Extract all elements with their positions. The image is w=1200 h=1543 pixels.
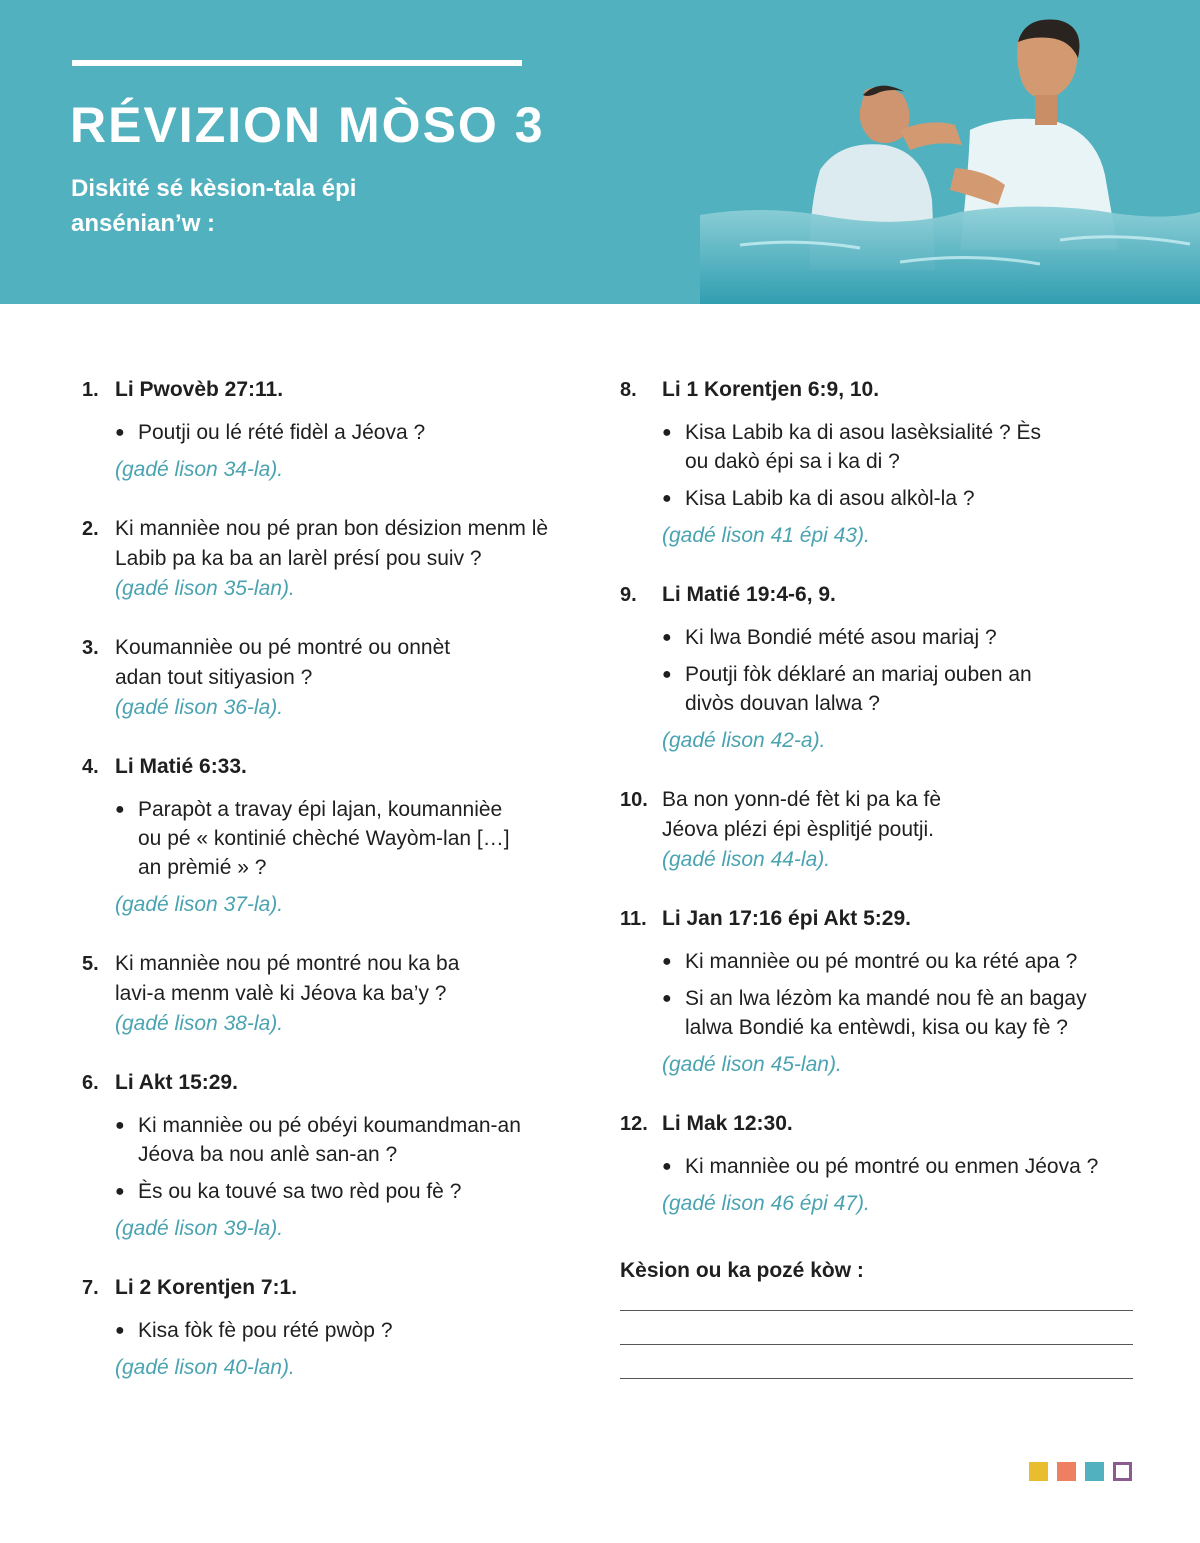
bullet-text: Ki mannièe ou pé obéyi koumandman-an Jéova ba nou anlè san-an ? xyxy=(138,1114,521,1166)
question-number: 9. xyxy=(620,584,637,606)
question-item xyxy=(82,752,562,920)
bullet-item xyxy=(662,984,1140,1042)
bullet-icon: ● xyxy=(115,801,125,818)
bullet-text: Kisa Labib ka di asou lasèksialité ? Ès ou dakò épi sa i ka di ? xyxy=(685,421,1042,473)
bullet-item xyxy=(115,418,562,447)
bullet-text: Si an lwa lézòm ka mandé nou fè an bagay lalwa Bondié ka entèwdi, kisa ou kay fè ? xyxy=(685,987,1087,1039)
purple-outline-square-icon xyxy=(1113,1462,1132,1481)
bullet-icon: ● xyxy=(662,490,672,507)
note-line[interactable] xyxy=(620,1344,1133,1345)
scripture-reference: Li 2 Korentjen 7:1. xyxy=(115,1276,298,1299)
question-number: 3. xyxy=(82,637,99,659)
scripture-reference: Li Mak 12:30. xyxy=(662,1112,793,1135)
bullet-item xyxy=(115,1316,562,1345)
question-item xyxy=(82,375,562,485)
bullet-list xyxy=(115,418,562,447)
question-number: 4. xyxy=(82,756,99,778)
bullet-icon: ● xyxy=(115,1322,125,1339)
lesson-reference: (gadé lison 37-la). xyxy=(115,893,284,916)
question-text: Koumannièe ou pé montré ou onnèt adan tout sitiyasion ? xyxy=(115,636,451,689)
page-subtitle: Diskité sé kèsion-tala épi ansénian’w : xyxy=(71,175,357,237)
bullet-item xyxy=(662,418,1055,476)
bullet-text: Ès ou ka touvé sa two rèd pou fè ? xyxy=(138,1180,462,1203)
bullet-icon: ● xyxy=(662,666,672,683)
question-number: 8. xyxy=(620,379,637,401)
bullet-item xyxy=(115,1177,562,1206)
question-number: 12. xyxy=(620,1113,648,1135)
bullet-icon: ● xyxy=(662,990,672,1007)
bullet-item xyxy=(115,795,528,882)
note-line[interactable] xyxy=(620,1378,1133,1379)
coral-square-icon xyxy=(1057,1462,1076,1481)
bullet-text: Poutji ou lé rété fidèl a Jéova ? xyxy=(138,421,426,444)
lesson-reference: (gadé lison 40-lan). xyxy=(115,1356,295,1379)
bullet-icon: ● xyxy=(662,629,672,646)
bullet-icon: ● xyxy=(662,424,672,441)
question-item xyxy=(620,580,1140,756)
question-item xyxy=(82,514,562,604)
bullet-item xyxy=(662,1152,1140,1181)
bullet-list xyxy=(662,1152,1140,1181)
note-line[interactable] xyxy=(620,1310,1133,1311)
bullet-list xyxy=(662,947,1140,1042)
page-header xyxy=(0,0,1200,304)
lesson-reference: (gadé lison 46 épi 47). xyxy=(662,1192,870,1215)
lesson-reference: (gadé lison 39-la). xyxy=(115,1217,284,1240)
page-title: RÉVIZION MÒSO 3 xyxy=(70,97,545,153)
question-number: 10. xyxy=(620,789,648,811)
bullet-icon: ● xyxy=(115,1183,125,1200)
yellow-square-icon xyxy=(1029,1462,1048,1481)
scripture-reference: Li 1 Korentjen 6:9, 10. xyxy=(662,378,880,401)
question-number: 5. xyxy=(82,953,99,975)
bullet-list xyxy=(662,418,1140,513)
question-number: 1. xyxy=(82,379,99,401)
question-text: Ki mannièe nou pé pran bon désizion menm lè Labib pa ka ba an larèl présí pou suiv ? xyxy=(115,517,549,570)
scripture-reference: Li Pwovèb 27:11. xyxy=(115,378,284,401)
color-squares xyxy=(1029,1462,1132,1481)
notes-label: Kèsion ou ka pozé kòw : xyxy=(620,1259,864,1282)
lesson-reference: (gadé lison 44-la). xyxy=(662,848,831,871)
bullet-icon: ● xyxy=(662,953,672,970)
bullet-icon: ● xyxy=(662,1158,672,1175)
questions-right-column xyxy=(620,375,1140,1248)
bullet-text: Ki lwa Bondié mété asou mariaj ? xyxy=(685,626,997,649)
question-item xyxy=(82,1273,562,1383)
question-item xyxy=(620,785,1140,875)
question-item xyxy=(620,1109,1140,1219)
baptism-illustration xyxy=(700,0,1200,304)
question-item xyxy=(82,633,562,723)
bullet-item xyxy=(115,1111,558,1169)
question-item xyxy=(82,1068,562,1244)
bullet-text: Ki mannièe ou pé montré ou ka rété apa ? xyxy=(685,950,1078,973)
question-number: 11. xyxy=(620,908,647,930)
bullet-list xyxy=(115,795,562,882)
notes-section xyxy=(620,1256,1133,1379)
lesson-reference: (gadé lison 42-a). xyxy=(662,729,826,752)
bullet-list xyxy=(115,1316,562,1345)
lesson-reference: (gadé lison 45-lan). xyxy=(662,1053,842,1076)
bullet-item xyxy=(662,623,1140,652)
scripture-reference: Li Jan 17:16 épi Akt 5:29. xyxy=(662,907,911,930)
teal-square-icon xyxy=(1085,1462,1104,1481)
bullet-text: Kisa fòk fè pou rété pwòp ? xyxy=(138,1319,393,1342)
questions-left-column xyxy=(82,375,562,1412)
lesson-reference: (gadé lison 38-la). xyxy=(115,1012,284,1035)
bullet-icon: ● xyxy=(115,424,125,441)
bullet-icon: ● xyxy=(115,1117,125,1134)
bullet-list xyxy=(662,623,1140,718)
scripture-reference: Li Akt 15:29. xyxy=(115,1071,238,1094)
question-number: 2. xyxy=(82,518,99,540)
question-item xyxy=(82,949,562,1039)
lesson-reference: (gadé lison 35-lan). xyxy=(115,577,295,600)
bullet-text: Kisa Labib ka di asou alkòl-la ? xyxy=(685,487,975,510)
question-item xyxy=(620,375,1140,551)
question-text: Ki mannièe nou pé montré nou ka ba lavi-a menm valè ki Jéova ka ba’y ? xyxy=(115,952,460,1005)
question-number: 7. xyxy=(82,1277,99,1299)
bullet-item xyxy=(662,660,1060,718)
scripture-reference: Li Matié 19:4-6, 9. xyxy=(662,583,836,606)
question-number: 6. xyxy=(82,1072,99,1094)
bullet-text: Ki mannièe ou pé montré ou enmen Jéova ? xyxy=(685,1155,1099,1178)
bullet-text: Poutji fòk déklaré an mariaj ouben an divòs douvan lalwa ? xyxy=(685,663,1032,715)
bullet-item xyxy=(662,484,1140,513)
scripture-reference: Li Matié 6:33. xyxy=(115,755,247,778)
bullet-list xyxy=(115,1111,562,1206)
question-item xyxy=(620,904,1140,1080)
lesson-reference: (gadé lison 41 épi 43). xyxy=(662,524,870,547)
question-text: Ba non yonn-dé fèt ki pa ka fè Jéova plézi épi èsplitjé poutji. xyxy=(662,788,942,841)
bullet-text: Parapòt a travay épi lajan, koumannièe ou pé « kontinié chèché Wayòm-lan […] an prèmié » ? xyxy=(138,798,510,879)
lesson-reference: (gadé lison 34-la). xyxy=(115,458,284,481)
bullet-item xyxy=(662,947,1140,976)
header-rule xyxy=(72,60,522,66)
lesson-reference: (gadé lison 36-la). xyxy=(115,696,284,719)
